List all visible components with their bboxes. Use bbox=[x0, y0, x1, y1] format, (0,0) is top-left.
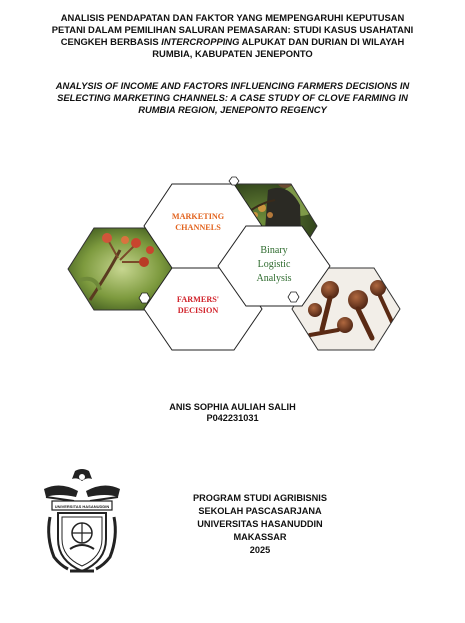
english-title-line-1: ANALYSIS OF INCOME AND FACTORS INFLUENCING FARMERS DECISIONS IN bbox=[55, 80, 410, 91]
city: MAKASSAR bbox=[233, 532, 287, 542]
indonesian-title-line-1: ANALISIS PENDAPATAN DAN FAKTOR YANG MEMPENGARUHI KEPUTUSAN bbox=[60, 12, 405, 23]
student-id: P042231031 bbox=[206, 413, 259, 423]
indonesian-title-line-4: RUMBIA, KABUPATEN JENEPONTO bbox=[152, 48, 313, 59]
english-title-line-2: SELECTING MARKETING CHANNELS: A CASE STUDY OF CLOVE FARMING IN bbox=[57, 92, 408, 103]
graduate-school: SEKOLAH PASCASARJANA bbox=[198, 506, 322, 516]
university-seal-logo bbox=[40, 467, 124, 577]
seal-ribbon-text: UNIVERSITAS HASANUDDIN bbox=[54, 504, 110, 509]
small-hexagon bbox=[139, 293, 150, 303]
farmers-label-2: DECISION bbox=[177, 306, 219, 315]
year: 2025 bbox=[249, 545, 271, 555]
binary-label-3: Analysis bbox=[256, 273, 292, 284]
marketing-label-2: CHANNELS bbox=[175, 223, 221, 232]
author-block bbox=[150, 402, 315, 424]
binary-label-2: Logistic bbox=[257, 259, 291, 270]
indonesian-title-line-2: PETANI DALAM PEMILIHAN SALURAN PEMASARAN: STUDI KASUS USAHATANI bbox=[51, 24, 414, 35]
study-program: PROGRAM STUDI AGRIBISNIS bbox=[193, 493, 327, 503]
author-name: ANIS SOPHIA AULIAH SALIH bbox=[169, 402, 296, 412]
intercropping-italic: INTERCROPPING bbox=[161, 36, 240, 47]
small-hexagon bbox=[288, 292, 299, 302]
university-name: UNIVERSITAS HASANUDDIN bbox=[197, 519, 323, 529]
farmers-label-1: FARMERS' bbox=[176, 295, 220, 304]
english-title-line-3: RUMBIA REGION, JENEPONTO REGENCY bbox=[138, 104, 327, 115]
marketing-label-1: MARKETING bbox=[171, 212, 225, 221]
binary-label-1: Binary bbox=[260, 245, 288, 256]
indonesian-title-line-3-start: CENGKEH BERBASIS bbox=[60, 36, 162, 47]
indonesian-title-line-3-end: ALPUKAT DAN DURIAN DI WILAYAH bbox=[239, 36, 405, 47]
institution-block bbox=[160, 492, 360, 557]
